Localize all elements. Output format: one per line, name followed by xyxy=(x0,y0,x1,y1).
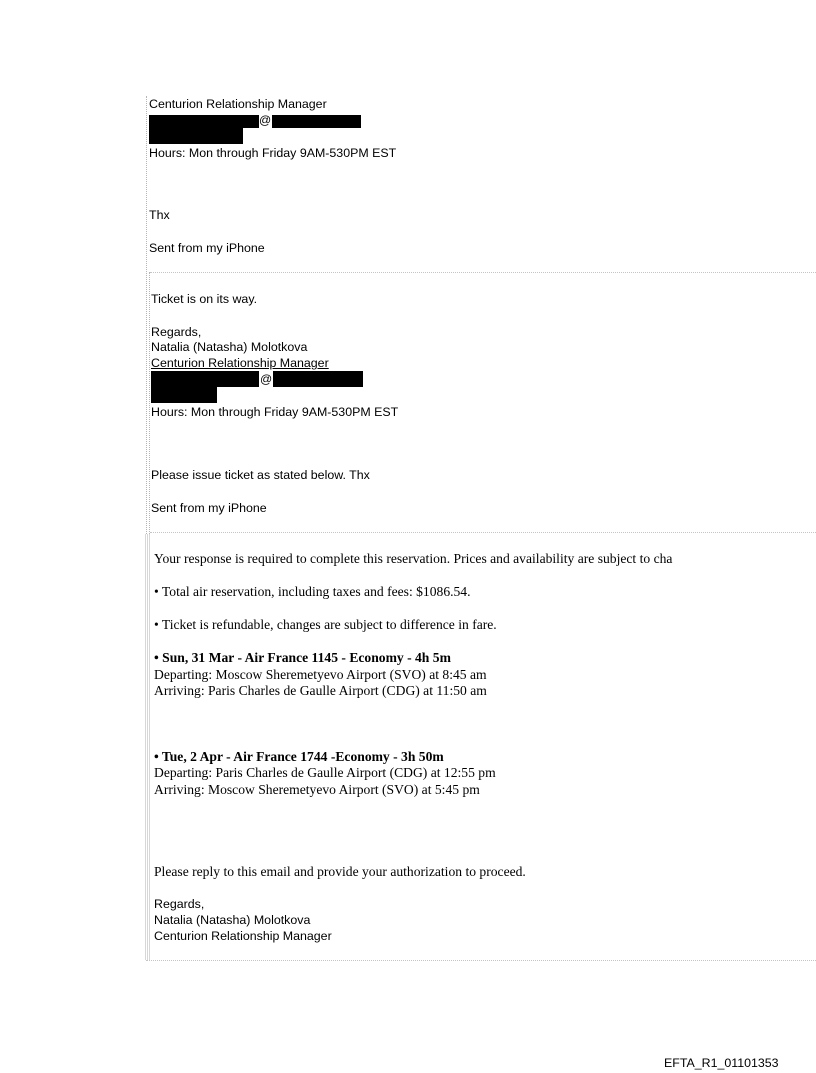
reservation-title: Centurion Relationship Manager xyxy=(154,929,332,943)
msg2-regards: Regards, xyxy=(151,325,202,339)
flight2-arrive: Arriving: Moscow Sheremetyevo Airport (SVO) at 5:45 pm xyxy=(154,782,480,797)
bates-number: EFTA_R1_01101353 xyxy=(664,1056,779,1070)
redaction-email-user-2 xyxy=(151,371,259,387)
msg1-thx: Thx xyxy=(149,208,170,222)
reservation-total: • Total air reservation, including taxes and fees: $1086.54. xyxy=(154,584,471,599)
flight1-depart: Departing: Moscow Sheremetyevo Airport (SVO) at 8:45 am xyxy=(154,667,487,682)
email-bottom-divider xyxy=(146,960,816,961)
reply-divider-1 xyxy=(150,272,816,273)
msg2-body: Ticket is on its way. xyxy=(151,292,258,306)
flight2-depart: Departing: Paris Charles de Gaulle Airport (CDG) at 12:55 pm xyxy=(154,765,496,780)
reservation-reply-request: Please reply to this email and provide your authorization to proceed. xyxy=(154,864,526,879)
redaction-phone-2 xyxy=(151,387,217,403)
flight2-heading: • Tue, 2 Apr - Air France 1744 -Economy - 3h 50m xyxy=(154,749,444,764)
sig1-hours: Hours: Mon through Friday 9AM-530PM EST xyxy=(149,146,397,160)
msg2-title: Centurion Relationship Manager xyxy=(151,356,329,370)
msg2-name: Natalia (Natasha) Molotkova xyxy=(151,340,308,354)
reply-divider-2 xyxy=(150,532,816,533)
sig1-title: Centurion Relationship Manager xyxy=(149,97,327,111)
msg3-sent-from: Sent from my iPhone xyxy=(151,501,267,515)
reservation-intro: Your response is required to complete this reservation. Prices and availability are subject to cha xyxy=(154,551,673,566)
reservation-regards: Regards, xyxy=(154,897,205,911)
redaction-email-domain-2 xyxy=(273,371,363,387)
reservation-refund: • Ticket is refundable, changes are subject to difference in fare. xyxy=(154,617,497,632)
msg1-sent-from: Sent from my iPhone xyxy=(149,241,265,255)
sig1-at: @ xyxy=(259,113,272,127)
redaction-email-domain-1 xyxy=(272,115,361,128)
msg2-at: @ xyxy=(260,372,273,386)
redaction-email-user-1 xyxy=(149,115,259,128)
flight1-heading: • Sun, 31 Mar - Air France 1145 - Economy - 4h 5m xyxy=(154,650,451,665)
msg3-body: Please issue ticket as stated below. Thx xyxy=(151,468,370,482)
reservation-name: Natalia (Natasha) Molotkova xyxy=(154,913,311,927)
flight1-arrive: Arriving: Paris Charles de Gaulle Airport (CDG) at 11:50 am xyxy=(154,683,487,698)
redaction-phone-1 xyxy=(149,128,243,144)
quote-border-nested xyxy=(145,534,151,960)
msg2-hours: Hours: Mon through Friday 9AM-530PM EST xyxy=(151,405,399,419)
